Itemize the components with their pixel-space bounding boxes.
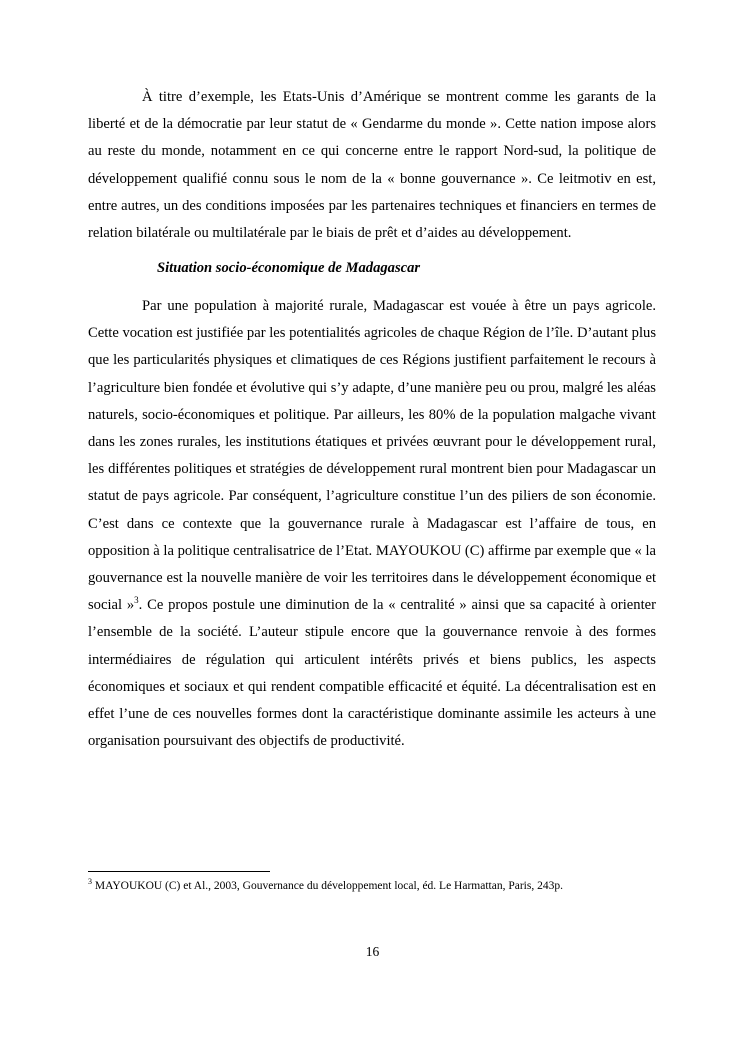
page-number: 16 — [365, 944, 380, 959]
footnote-text: MAYOUKOU (C) et Al., 2003, Gouvernance du développement local, éd. Le Harmattan, Paris, 243p. — [92, 880, 563, 892]
footnote-separator — [88, 871, 270, 872]
intro-paragraph: À titre d’exemple, les Etats-Unis d’Amérique se montrent comme les garants de la liberté et de la démocratie par leur statut de « Gendarme du monde ». Cette nation impose alors au reste du monde, notamment en ce qui concerne entre le rapport Nord-sud, la politique de développement qualifié connu sous le nom de la « bonne gouvernance ». Ce leitmotiv en est, entre autres, un des conditions imposées par les partenaires techniques et financiers en termes de relation bilatérale ou multilatérale par le biais de prêt et d’aides au développement. — [88, 89, 656, 242]
main-paragraph-text-after-note: . Ce propos postule une diminution de la « centralité » ainsi que sa capacité à orienter l’ensemble de la société. L’auteur stipule encore que la gouvernance renvoie à des formes intermédiaires de régulation qui articulent intérêts privés et biens publics, les aspects économiques et sociaux et qui rendent compatible efficacité et équité. La décentralisation est en effet l’une de ces nouvelles formes dont la caractéristique dominante assimile les acteurs à une organisation poursuivant des objectifs de productivité. — [88, 597, 656, 750]
footnote-number: 3 — [88, 877, 92, 887]
main-paragraph — [88, 293, 656, 755]
section-heading: Situation socio-économique de Madagascar — [157, 260, 421, 276]
footnote — [88, 878, 668, 894]
main-paragraph-text-before-note: Par une population à majorité rurale, Madagascar est vouée à être un pays agricole. Cette vocation est justifiée par les potentialités agricoles de chaque Région de l’île. D’autant plus que les particularités physiques et climatiques de ces Régions justifient parfaitement le recours à l’agriculture bien fondée et évolutive qui s’y adapte, d’une manière peu ou prou, malgré les aléas naturels, socio-économiques et politique. Par ailleurs, les 80% de la population malgache vivant dans les zones rurales, les institutions étatiques et privées œuvrant pour le développement rural, les différentes politiques et stratégies de développement rural montrent bien pour Madagascar un statut de pays agricole. Par conséquent, l’agriculture constitue l’un des piliers de son économie. C’est dans ce contexte que la gouvernance rurale à Madagascar est l’affaire de tous, en opposition à la politique centralisatrice de l’Etat. MAYOUKOU (C) affirme par exemple que « la gouvernance est la nouvelle manière de voir les territoires dans le développement économique et social » — [88, 298, 656, 614]
footnote-reference[interactable]: 3 — [134, 595, 139, 606]
